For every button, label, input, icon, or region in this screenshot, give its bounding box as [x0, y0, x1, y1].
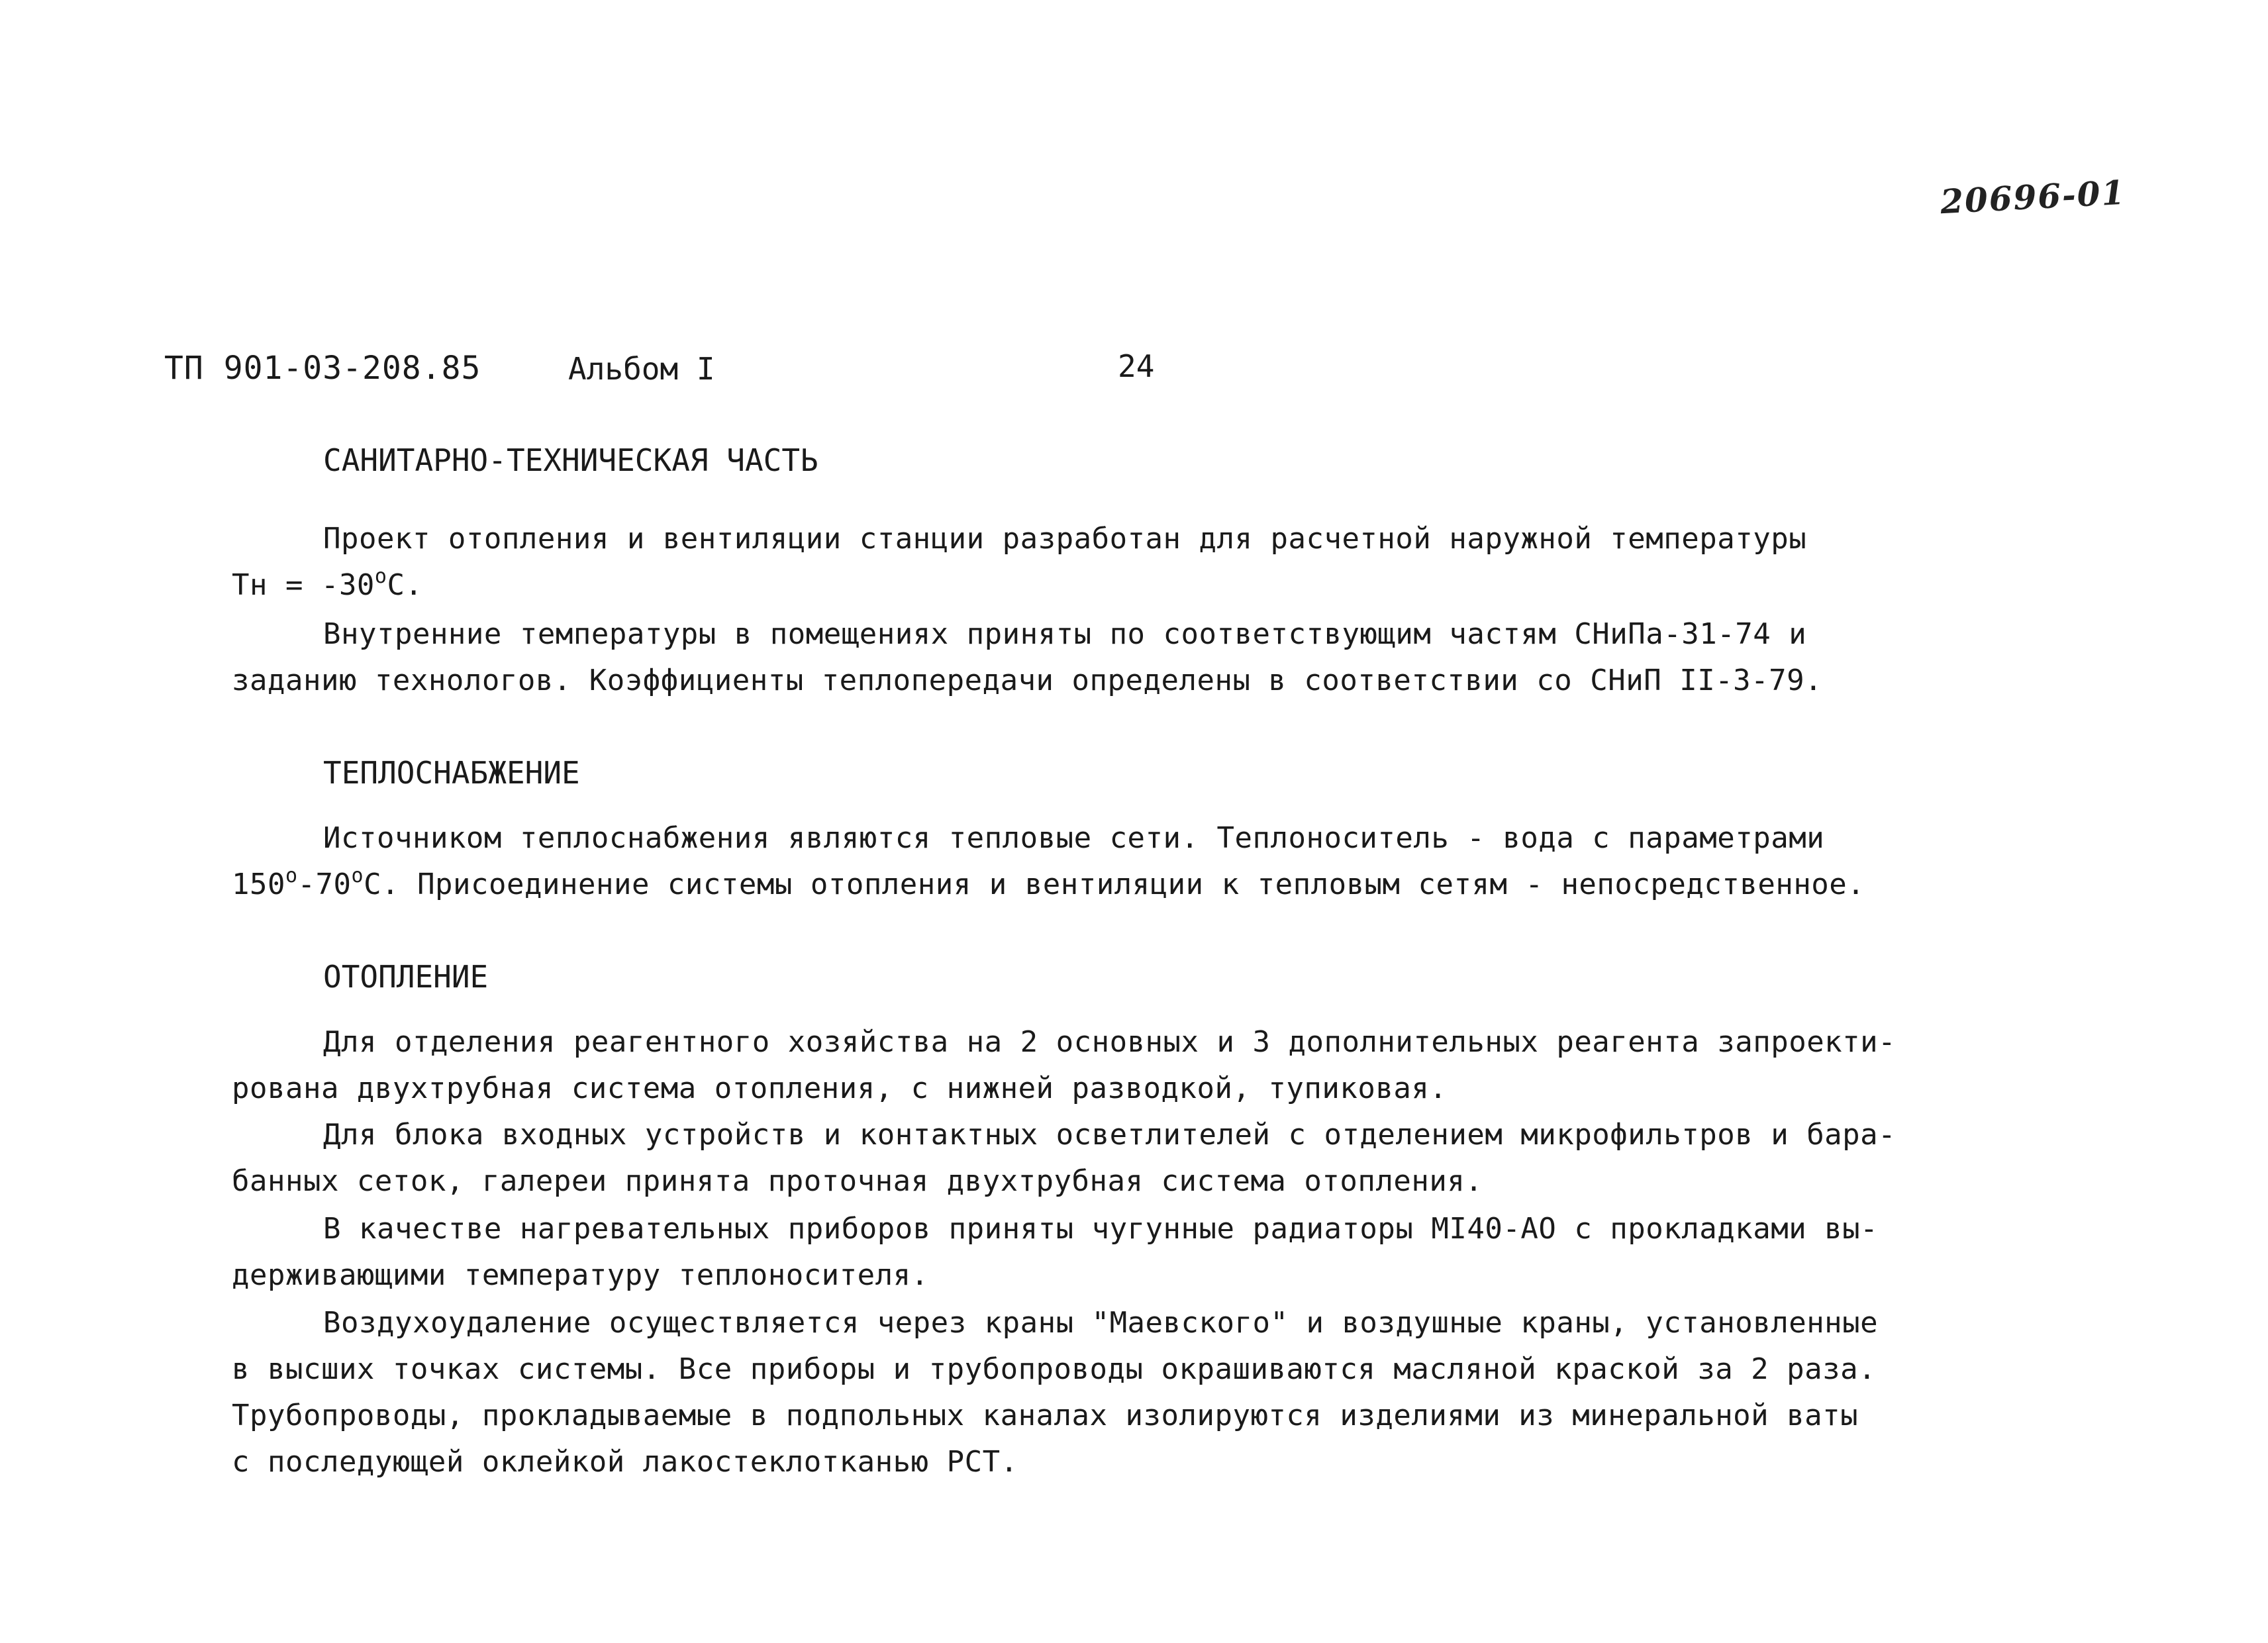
- paragraph-text: Тн = -30: [232, 568, 375, 602]
- paragraph-line: Источником теплоснабжения являются тепловые сети. Теплоноситель - вода с параметрами: [323, 821, 1825, 855]
- paragraph-line: Внутренние температуры в помещениях приняты по соответствующим частям СНиПа-31-74 и: [323, 617, 1807, 651]
- album-label: Альбом I: [568, 351, 715, 387]
- paragraph-text: С. Присоединение системы отопления и вентиляции к тепловым сетям - непосредственное.: [364, 868, 1865, 901]
- paragraph-text: -70: [297, 868, 352, 901]
- section-title-heat-supply: ТЕПЛОСНАБЖЕНИЕ: [323, 755, 580, 791]
- section-title-heating: ОТОПЛЕНИЕ: [323, 959, 489, 995]
- section-title-sanitary: САНИТАРНО-ТЕХНИЧЕСКАЯ ЧАСТЬ: [323, 442, 818, 478]
- paragraph-line: держивающими температуру теплоносителя.: [232, 1258, 929, 1292]
- paragraph-line: Трубопроводы, прокладываемые в подпольных каналах изолируются изделиями из минеральной ваты: [232, 1399, 1859, 1432]
- paragraph-line: В качестве нагревательных приборов приняты чугунные радиаторы МI40-АО с прокладками вы-: [323, 1212, 1879, 1246]
- paragraph-line: [232, 864, 1865, 901]
- document-code: ТП 901-03-208.85: [164, 350, 481, 387]
- degree-sign: о: [374, 565, 387, 588]
- paragraph-line: Для блока входных устройств и контактных осветлителей с отделением микрофильтров и бара-: [323, 1118, 1897, 1152]
- paragraph-line: банных сеток, галереи принята проточная двухтрубная система отопления.: [232, 1164, 1483, 1198]
- paragraph-line: заданию технологов. Коэффициенты теплопередачи определены в соответствии со СНиП II-3-79.: [232, 664, 1823, 697]
- paragraph-line: в высших точках системы. Все приборы и трубопроводы окрашиваются масляной краской за 2 раза.: [232, 1352, 1877, 1386]
- handwritten-inventory-number: 20696-01: [1939, 172, 2127, 222]
- paragraph-line: Для отделения реагентного хозяйства на 2 основных и 3 дополнительных реагента запроекти-: [323, 1025, 1897, 1059]
- paragraph-line: [232, 565, 423, 602]
- degree-sign: о: [285, 864, 298, 887]
- degree-sign: о: [351, 864, 364, 887]
- paragraph-line: Проект отопления и вентиляции станции разработан для расчетной наружной температуры: [323, 522, 1807, 556]
- paragraph-line: с последующей оклейкой лакостеклотканью РСТ.: [232, 1445, 1018, 1479]
- page-number: 24: [1118, 348, 1155, 384]
- paragraph-text: 150: [232, 868, 285, 901]
- paragraph-line: Воздухоудаление осуществляется через краны "Маевского" и воздушные краны, установленные: [323, 1306, 1879, 1340]
- paragraph-text: С.: [387, 568, 423, 602]
- paragraph-line: рована двухтрубная система отопления, с нижней разводкой, тупиковая.: [232, 1071, 1448, 1105]
